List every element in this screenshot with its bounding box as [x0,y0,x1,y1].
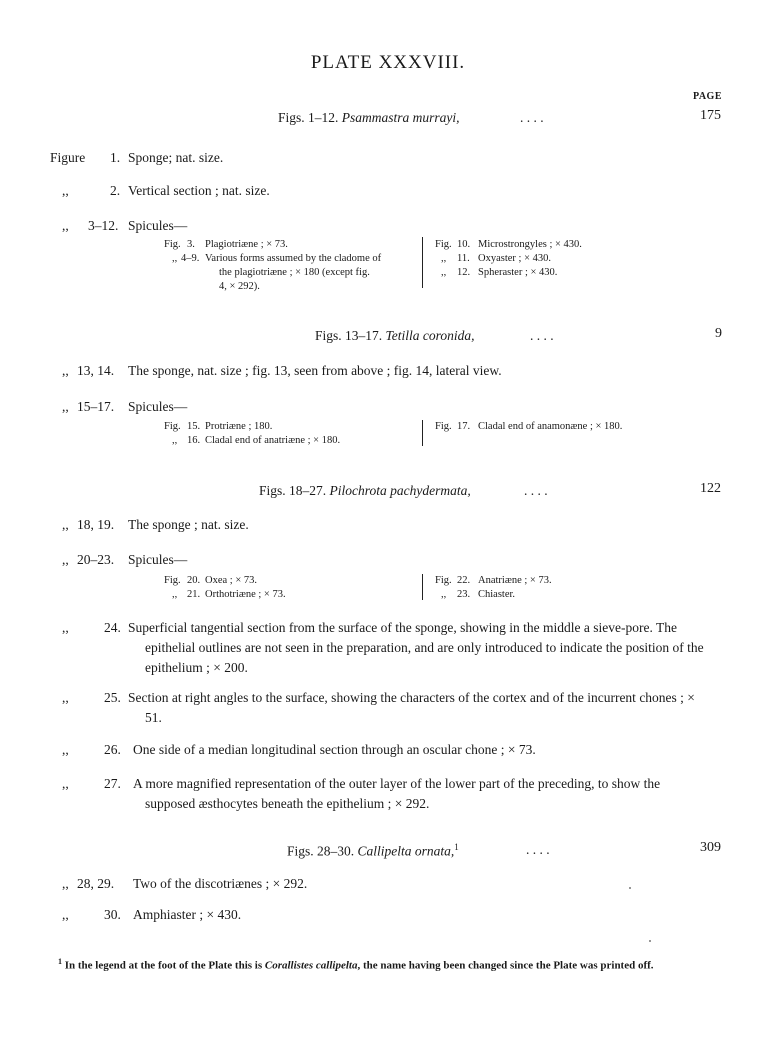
entry-text: Vertical section ; nat. size. [128,183,270,198]
entry-number: 3–12. [88,218,119,233]
spicule-text: Cladal end of anamonæne ; × 180. [478,421,623,432]
entry-prefix: ,, [62,399,69,414]
spicule-prefix: ,, [441,253,447,264]
section-title [259,483,471,499]
entry-text: Two of the discotriænes ; × 292. [133,876,308,891]
entry-text: Spicules— [128,552,188,567]
entry-prefix: ,, [62,620,69,635]
spicule-text: Spheraster ; × 430. [478,267,558,278]
footnote-species: Corallistes callipelta [264,959,358,972]
entry-text: Spicules— [128,218,188,233]
entry-text: Sponge; nat. size. [128,150,224,165]
leader-dots: . . . . [520,110,544,125]
entry-number: 1. [110,150,121,165]
entry-prefix: ,, [62,363,69,378]
entry-number: 25. [104,690,121,705]
entry-number: 18, 19. [77,517,115,532]
entry-text: Section at right angles to the surface, showing the characters of the cortex and of the incurrent chones ; × 51. [128,690,695,725]
leader-dots: . . . . [530,328,554,343]
leader-dots: . . . . [526,842,550,857]
spicule-text: Oxea ; × 73. [205,575,257,586]
spicule-prefix: ,, [172,589,178,600]
spicule-prefix: Fig. [164,239,181,250]
spicule-text: 4, × 292). [219,281,260,292]
entry-text: One side of a median longitudinal section through an oscular chone ; × 73. [133,742,536,757]
page-number: 309 [700,840,721,855]
entry-prefix: ,, [62,776,69,791]
entry-prefix: ,, [62,907,69,922]
species-name: Psammastra murrayi, [341,110,460,125]
spicule-prefix: Fig. [435,239,452,250]
spicule-text: Cladal end of anatriæne ; × 180. [205,435,341,446]
spicule-prefix: Fig. [164,575,181,586]
entry-prefix: ,, [62,218,69,233]
entry-prefix: ,, [62,183,69,198]
page-number: 9 [715,326,722,341]
spicule-number: 22. [457,575,471,586]
footnote-mark: 1 [58,957,62,966]
entry-number: 27. [104,776,121,791]
print-speck [649,940,651,942]
entry-number: 20–23. [77,552,115,567]
section-figs: Figs. 28–30. [287,843,355,859]
spicule-prefix: Fig. [435,421,452,432]
spicule-number: 20. [187,575,201,586]
spicule-number: 11. [457,253,470,264]
spicule-number: 4–9. [181,253,200,264]
footnote-text: In the legend at the foot of the Plate this is [64,959,263,972]
section-figs: Figs. 1–12. [278,110,339,125]
plate-title: PLATE XXXVIII. [310,52,466,73]
spicule-prefix: Fig. [435,575,452,586]
spicule-number: 21. [187,589,201,600]
spicule-number: 15. [187,421,201,432]
page-column-header: PAGE [692,91,722,102]
section-title [278,110,460,126]
entry-number: 28, 29. [77,876,115,891]
spicule-number: 10. [457,239,471,250]
spicule-text: Anatriæne ; × 73. [478,575,552,586]
species-name: Pilochrota pachydermata, [329,483,471,498]
species-name: Tetilla coronida, [385,328,475,343]
spicule-number: 17. [457,421,471,432]
spicule-text: Various forms assumed by the cladome of [205,253,382,264]
spicule-text: Chiaster. [478,589,516,600]
entry-text: The sponge, nat. size ; fig. 13, seen from above ; fig. 14, lateral view. [128,363,502,378]
spicule-number: 12. [457,267,471,278]
entry-prefix: ,, [62,552,69,567]
section-figs: Figs. 13–17. [315,328,383,343]
entry-number: 26. [104,742,121,757]
entry-prefix: ,, [62,690,69,705]
footnote-text: , the name having been changed since the Plate was printed off. [357,959,654,972]
entry-prefix: ,, [62,876,69,891]
entry-number: 13, 14. [77,363,115,378]
spicule-number: 23. [457,589,471,600]
entry-number: 24. [104,620,121,635]
entry-text: The sponge ; nat. size. [128,517,249,532]
footnote-marker: 1 [454,842,459,852]
spicule-text: Oxyaster ; × 430. [478,253,551,264]
page-number: 175 [700,108,721,123]
entry-number: 2. [110,183,121,198]
leader-dots: . . . . [524,483,548,498]
spicule-text: Plagiotriæne ; × 73. [205,239,288,250]
entry-prefix: Figure [50,150,86,165]
spicule-number: 16. [187,435,201,446]
footnote [58,954,726,974]
spicule-text: Orthotriæne ; × 73. [205,589,286,600]
spicule-text: the plagiotriæne ; × 180 (except fig. [219,267,370,278]
entry-number: 15–17. [77,399,115,414]
column-divider [422,420,423,446]
entry-text: Superficial tangential section from the surface of the sponge, showing in the middle a sieve-pore. The epithelial outlines are not seen in the preparation, and are only introduced to indicate the position of the epithelium ; × 200. [128,620,704,675]
spicule-prefix: ,, [172,253,178,264]
section-title [287,842,459,860]
entry-text: A more magnified representation of the outer layer of the lower part of the preceding, to show the supposed æsthocytes beneath the epithelium ; × 292. [133,776,661,811]
spicule-number: 3. [187,239,195,250]
entry-text: Spicules— [128,399,188,414]
spicule-prefix: ,, [172,435,178,446]
page-number: 122 [700,481,721,496]
print-speck [629,887,631,889]
entry-text: Amphiaster ; × 430. [133,907,242,922]
spicule-prefix: ,, [441,589,447,600]
column-divider [422,237,423,288]
entry-number: 30. [104,907,121,922]
section-title [315,328,475,344]
entry-prefix: ,, [62,742,69,757]
column-divider [422,574,423,600]
spicule-prefix: ,, [441,267,447,278]
species-name: Callipelta ornata, [357,843,455,859]
spicule-text: Microstrongyles ; × 430. [478,239,582,250]
spicule-prefix: Fig. [164,421,181,432]
entry-prefix: ,, [62,517,69,532]
section-figs: Figs. 18–27. [259,483,327,498]
spicule-text: Protriæne ; 180. [205,421,273,432]
